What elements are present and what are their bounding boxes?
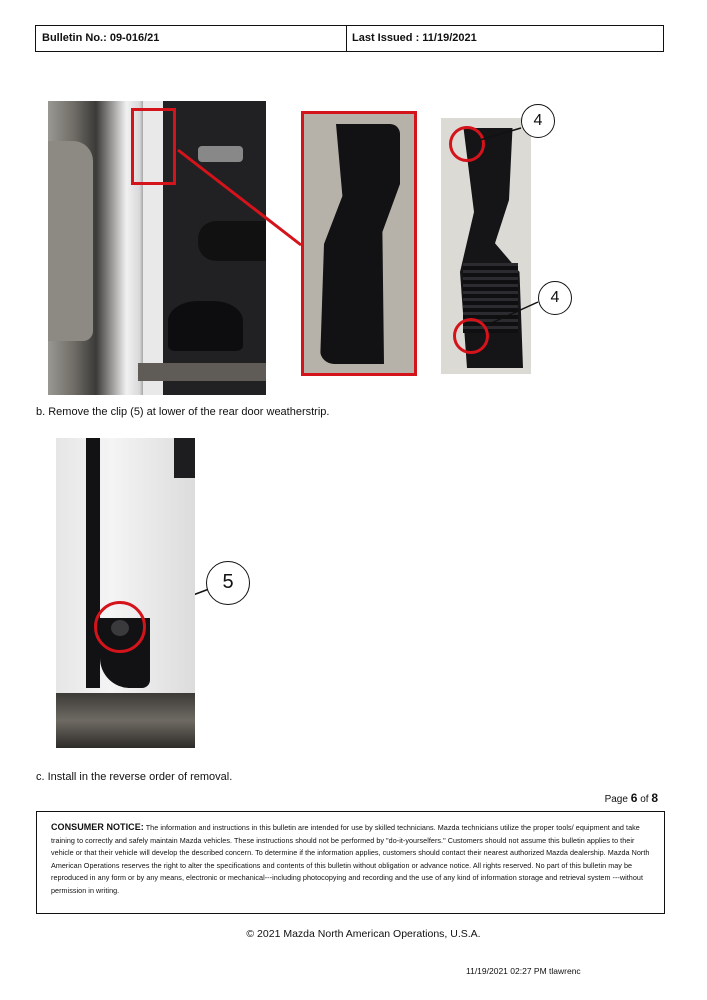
header-divider xyxy=(346,26,347,51)
body-edge-shape xyxy=(174,438,195,478)
clip-highlight-circle xyxy=(94,601,146,653)
seat-shape xyxy=(48,141,93,341)
bulletin-header xyxy=(35,25,664,52)
step-c-text: c. Install in the reverse order of removal. xyxy=(36,771,233,783)
highlight-box xyxy=(131,108,176,185)
armrest-shape xyxy=(198,221,266,261)
pad-detail-photo xyxy=(301,111,417,376)
page-prefix: Page xyxy=(604,794,628,805)
page-current: 6 xyxy=(630,791,638,805)
pad-shape xyxy=(320,124,400,364)
sill-shape xyxy=(56,693,195,748)
door-handle-shape xyxy=(198,146,243,162)
page-number xyxy=(605,791,658,805)
consumer-notice xyxy=(36,811,665,914)
page-total: 8 xyxy=(651,791,658,805)
consumer-notice-body: The information and instructions in this bulletin are intended for use by skilled technicians. Mazda technicians utilize the proper tools/ equipment and take training to correctly and safely maintain Mazda vehicles. These instructions should not be performed by "do-it-yourselfers." Customers should not assume this bulletin applies to their vehicle or that their vehicle will develop the described concern. To determine if the information applies, customers should contact their nearest authorized Mazda dealership. Mazda North American Operations reserves the right to alter the specifications and contents of this bulletin without obligation or advance notice. All rights reserved. No part of this bulletin may be reproduced in any form or by any means, electronic or mechanical---including photocopying and recording and the use of any kind of information storage and retrieval system ---without permission in writing. xyxy=(51,823,650,895)
callout-number: 4 xyxy=(521,104,555,138)
clip-highlight-circle xyxy=(453,318,489,354)
callout-number: 4 xyxy=(538,281,572,315)
print-timestamp: 11/19/2021 02:27 PM tlawrenc xyxy=(466,966,581,976)
copyright-text: © 2021 Mazda North American Operations, U.S.A. xyxy=(246,928,481,940)
last-issued-date: Last Issued : 11/19/2021 xyxy=(352,32,477,44)
door-sill-shape xyxy=(138,363,266,381)
callout-number: 5 xyxy=(206,561,250,605)
clip-highlight-circle xyxy=(449,126,485,162)
page-of: of xyxy=(640,794,649,805)
weatherstrip-clip-photo xyxy=(56,438,195,748)
step-b-text: b. Remove the clip (5) at lower of the rear door weatherstrip. xyxy=(36,406,330,418)
speaker-shape xyxy=(168,301,243,351)
pad-back-photo xyxy=(441,118,531,374)
rear-door-photo xyxy=(48,101,266,395)
consumer-notice-label: CONSUMER NOTICE: xyxy=(51,822,144,832)
weatherstrip-shape xyxy=(86,438,100,688)
bulletin-number: Bulletin No.: 09-016/21 xyxy=(42,32,160,44)
